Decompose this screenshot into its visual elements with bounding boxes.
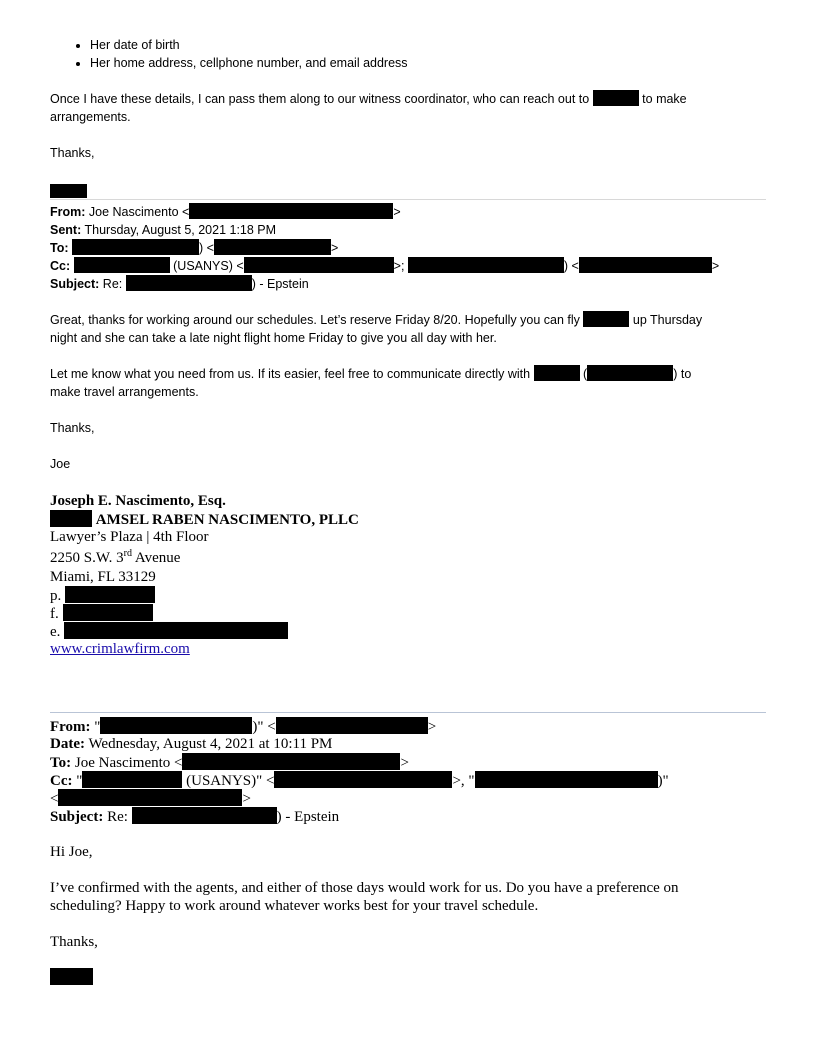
email1-body-line-3: Let me know what you need from us. If its easier, feel free to communicate directly with ( ) to (50, 367, 692, 381)
signature-address-1: Lawyer’s Plaza | 4th Floor (50, 529, 209, 545)
email1-subject: Subject: Re: ) - Epstein (50, 277, 309, 291)
redaction (534, 365, 580, 381)
email2-greeting: Hi Joe, (50, 844, 93, 860)
intro-thanks: Thanks, (50, 146, 95, 160)
email2-cc-cont: < > (50, 791, 251, 807)
email1-thanks: Thanks, (50, 421, 95, 435)
signature-address-3: Miami, FL 33129 (50, 569, 156, 585)
signature-firm: AMSEL RABEN NASCIMENTO, PLLC (50, 510, 359, 529)
redaction (214, 239, 331, 255)
redaction (50, 968, 93, 985)
email1-sent: Sent: Thursday, August 5, 2021 1:18 PM (50, 223, 277, 237)
redaction (82, 771, 182, 788)
email1-cc: Cc: (USANYS) < >; ) < > (50, 259, 720, 273)
email2-thanks: Thanks, (50, 934, 98, 950)
redaction (189, 203, 393, 219)
redaction (583, 311, 629, 327)
signature-email: e. (50, 622, 288, 641)
email1-signoff: Joe (50, 457, 71, 471)
redaction (100, 717, 252, 734)
email2-from: From: " )" < > (50, 719, 437, 735)
redaction (50, 184, 87, 198)
redaction (132, 807, 277, 824)
email1-body-line-4: make travel arrangements. (50, 385, 199, 399)
redaction (475, 771, 658, 788)
redaction (63, 604, 153, 621)
email1-body-line-1: Great, thanks for working around our schedules. Let’s reserve Friday 8/20. Hopefully you can fly up Thursday (50, 313, 703, 327)
email-separator (50, 199, 766, 200)
redaction (182, 753, 400, 770)
intro-line-1: Once I have these details, I can pass them along to our witness coordinator, who can reach out to to make (50, 92, 687, 106)
email1-from: From: Joe Nascimento < > (50, 205, 401, 219)
email1-body-line-2: night and she can take a late night flight home Friday to give you all day with her. (50, 331, 497, 345)
requested-info-list (50, 36, 408, 72)
redaction (74, 257, 170, 273)
redaction (593, 90, 639, 106)
redaction (126, 275, 252, 291)
redaction (408, 257, 564, 273)
email2-date: Date: Wednesday, August 4, 2021 at 10:11 PM (50, 736, 333, 752)
redaction (579, 257, 712, 273)
signature-name: Joseph E. Nascimento, Esq. (50, 493, 226, 509)
redaction (64, 622, 288, 639)
signature-address-2: 2250 S.W. 3rd Avenue (50, 548, 181, 566)
redaction (58, 789, 242, 806)
redaction (72, 239, 199, 255)
signature-redaction (50, 182, 87, 200)
email2-to: To: Joe Nascimento < > (50, 755, 409, 771)
list-item: • Her home address, cellphone number, and email address (90, 54, 408, 72)
redaction (65, 586, 155, 603)
email2-body-line-1: I’ve confirmed with the agents, and either of those days would work for us. Do you have a preference on (50, 880, 679, 896)
signature-phone: p. (50, 586, 155, 605)
website-link[interactable]: www.crimlawfirm.com (50, 641, 190, 657)
email1-to: To: ) < > (50, 241, 339, 255)
redaction (276, 717, 428, 734)
intro-line-2: arrangements. (50, 110, 131, 124)
email-separator (50, 712, 766, 713)
redaction (274, 771, 452, 788)
redaction (244, 257, 394, 273)
redaction (50, 510, 92, 527)
email2-subject: Subject: Re: ) - Epstein (50, 809, 340, 825)
list-item: • Her date of birth (90, 36, 408, 54)
email2-body-line-2: scheduling? Happy to work around whatever works best for your travel schedule. (50, 898, 539, 914)
email2-cc: Cc: " (USANYS)" < >, " )" (50, 773, 669, 789)
email2-signature-redaction (50, 968, 93, 987)
redaction (587, 365, 673, 381)
signature-fax: f. (50, 604, 153, 623)
